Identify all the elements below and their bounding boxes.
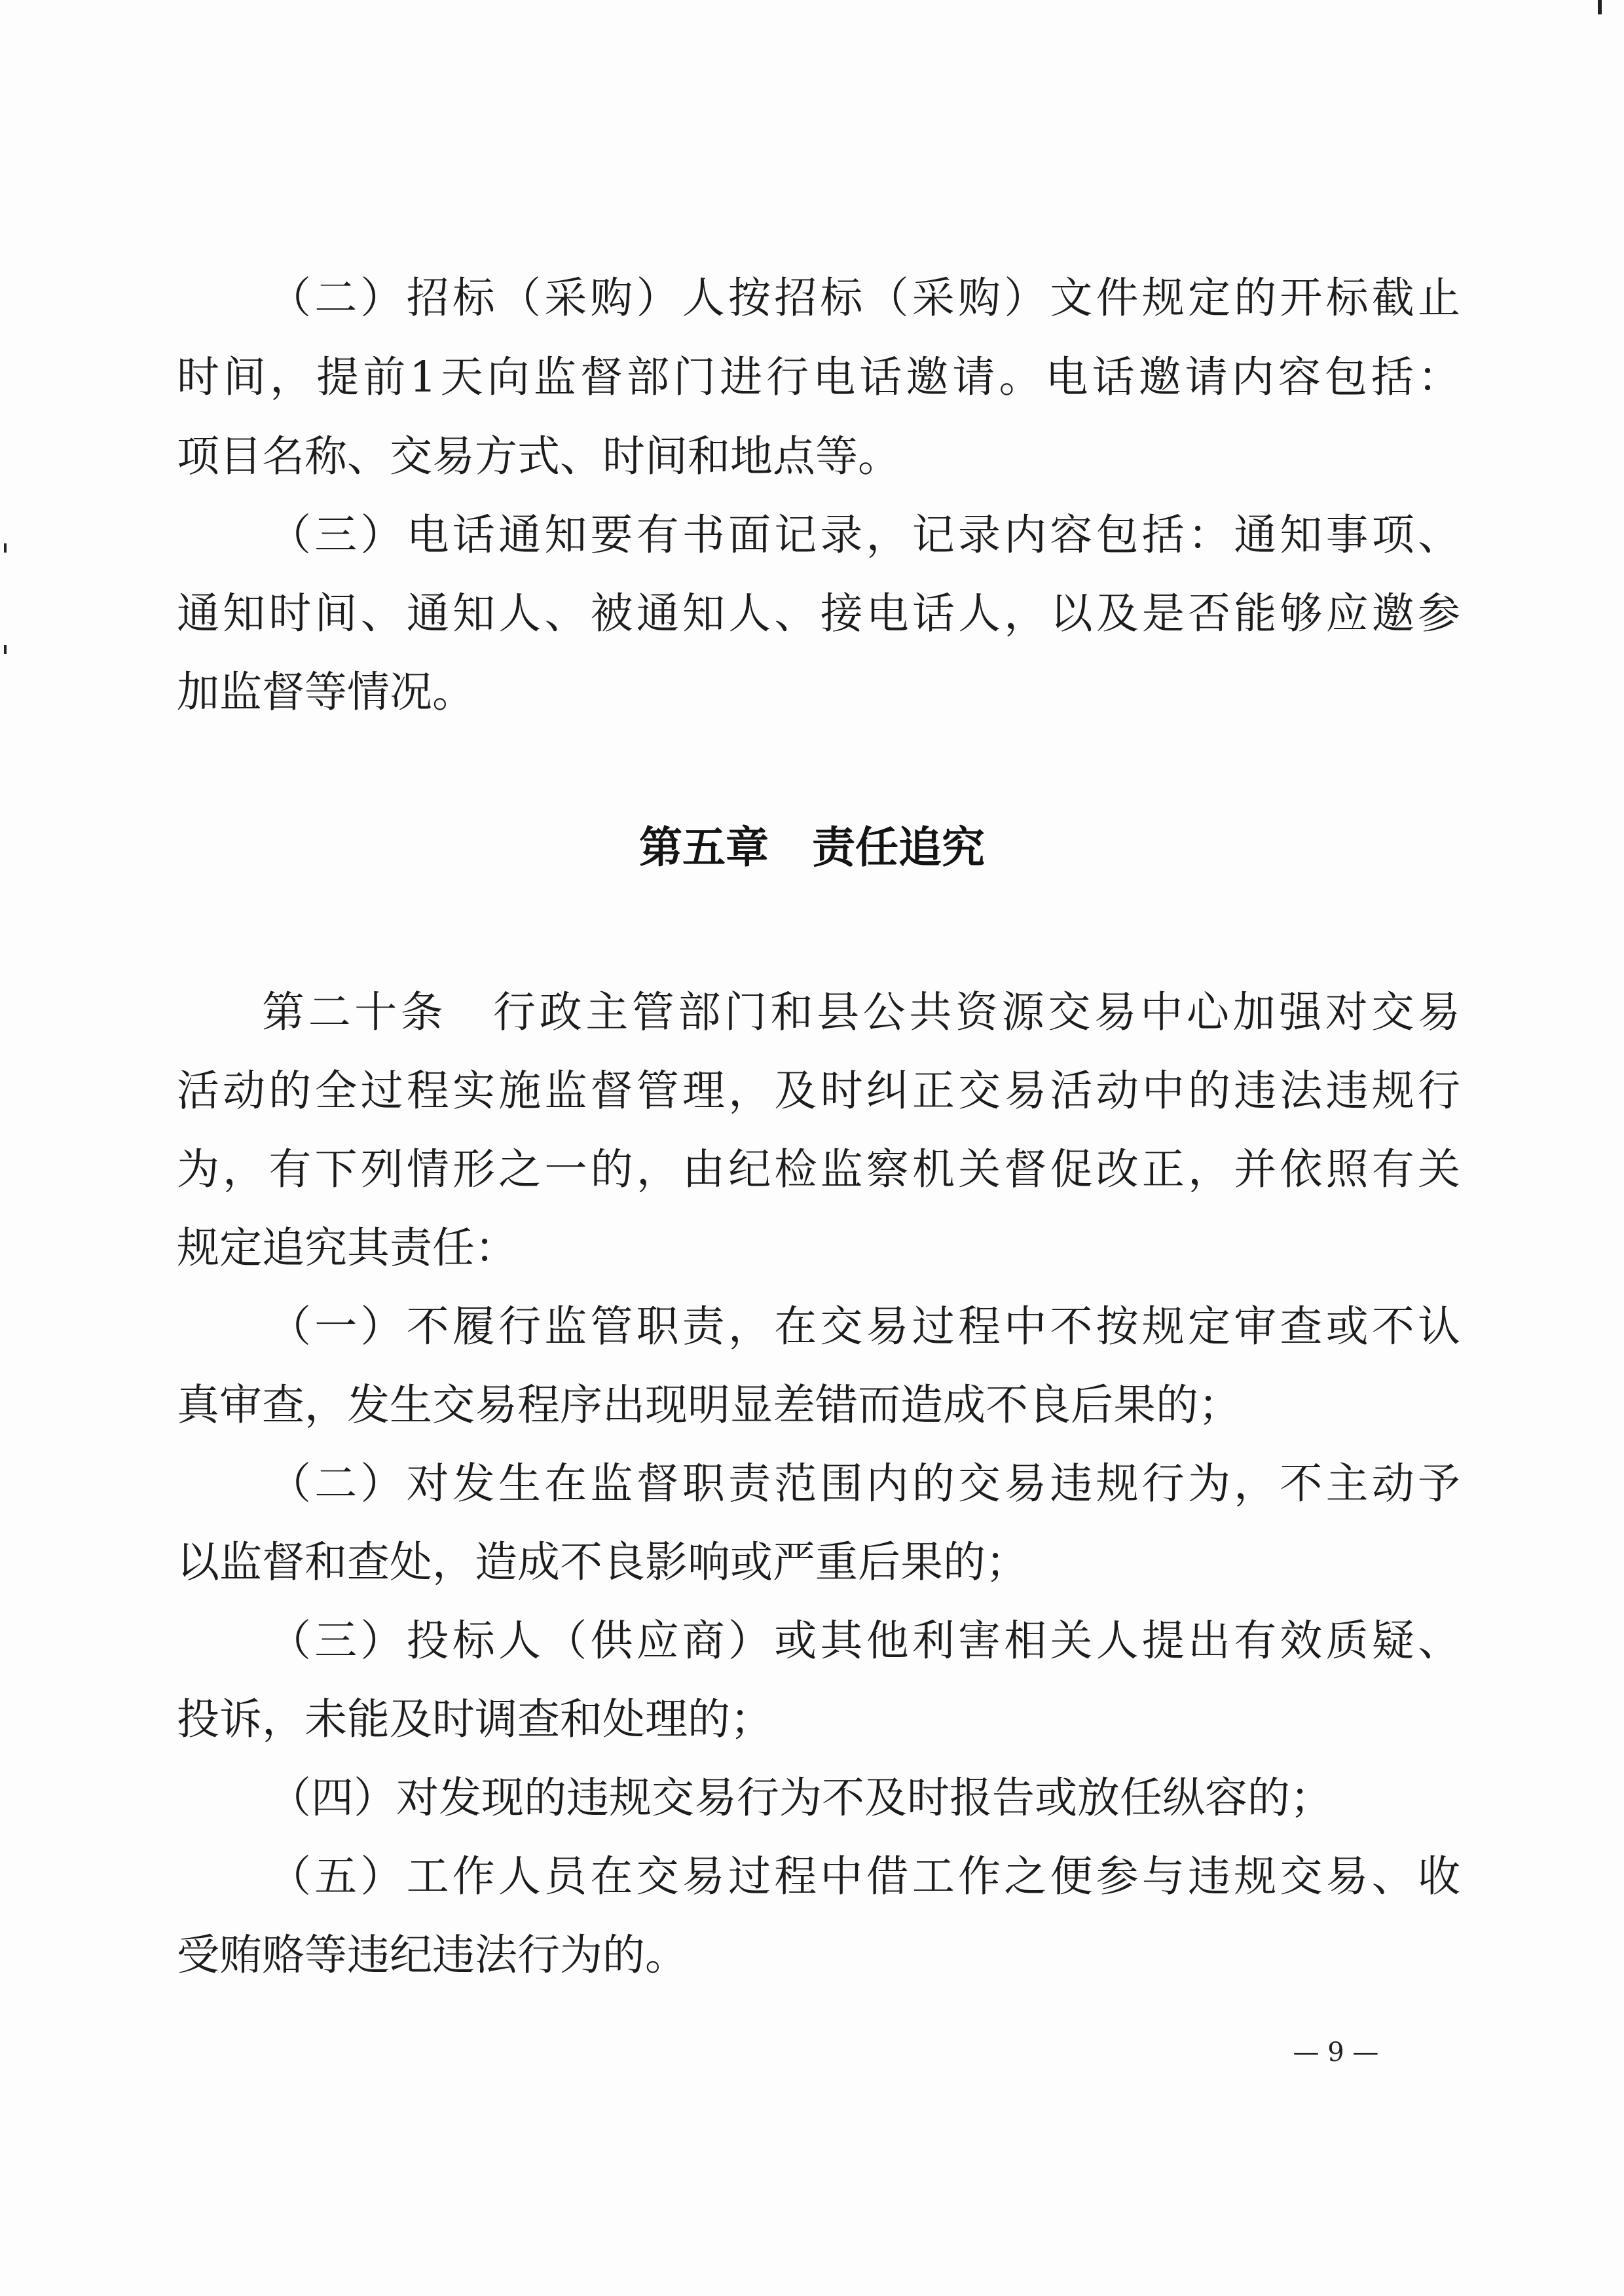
item-2-line-1: （二）对发生在监督职责范围内的交易违规行为，不主动予	[268, 1459, 1460, 1508]
paragraph-3-line-1: （三）电话通知要有书面记录，记录内容包括：通知事项、	[268, 511, 1460, 560]
article-20-line-2: 活动的全过程实施监督管理，及时纠正交易活动中的违法违规行	[177, 1066, 1460, 1116]
article-20-line-3: 为，有下列情形之一的，由纪检监察机关督促改正，并依照有关	[177, 1145, 1460, 1194]
article-20-line-1: 第二十条 行政主管部门和县公共资源交易中心加强对交易	[262, 988, 1460, 1037]
paragraph-2-line-1: （二）招标（采购）人按招标（采购）文件规定的开标截止	[268, 274, 1460, 323]
item-3-line-2: 投诉，未能及时调查和处理的；	[177, 1695, 773, 1744]
item-5-line-2: 受贿赂等违纪违法行为的。	[177, 1931, 688, 1980]
scan-corner-mark	[1598, 0, 1602, 14]
paragraph-3-line-2: 通知时间、通知人、被通知人、接电话人，以及是否能够应邀参	[177, 589, 1460, 638]
scan-edge-mark	[4, 543, 7, 553]
page-number: — 9 —	[1293, 2037, 1379, 2068]
paragraph-2-line-2: 时间，提前1天向监督部门进行电话邀请。电话邀请内容包括：	[177, 353, 1460, 402]
item-3-line-1: （三）投标人（供应商）或其他利害相关人提出有效质疑、	[268, 1616, 1460, 1666]
chapter-heading: 第五章 责任追究	[639, 822, 985, 873]
item-4-line-1: （四）对发现的违规交易行为不及时报告或放任纵容的；	[268, 1774, 1333, 1823]
item-1-line-1: （一）不履行监管职责，在交易过程中不按规定审查或不认	[268, 1302, 1460, 1351]
item-2-line-2: 以监督和查处，造成不良影响或严重后果的；	[177, 1538, 1029, 1587]
item-1-line-2: 真审查，发生交易程序出现明显差错而造成不良后果的；	[177, 1381, 1242, 1430]
article-20-line-4: 规定追究其责任：	[177, 1224, 518, 1273]
paragraph-2-line-3: 项目名称、交易方式、时间和地点等。	[177, 432, 901, 481]
paragraph-3-line-3: 加监督等情况。	[177, 668, 475, 717]
scan-edge-mark	[4, 645, 7, 654]
item-5-line-1: （五）工作人员在交易过程中借工作之便参与违规交易、收	[268, 1852, 1460, 1901]
